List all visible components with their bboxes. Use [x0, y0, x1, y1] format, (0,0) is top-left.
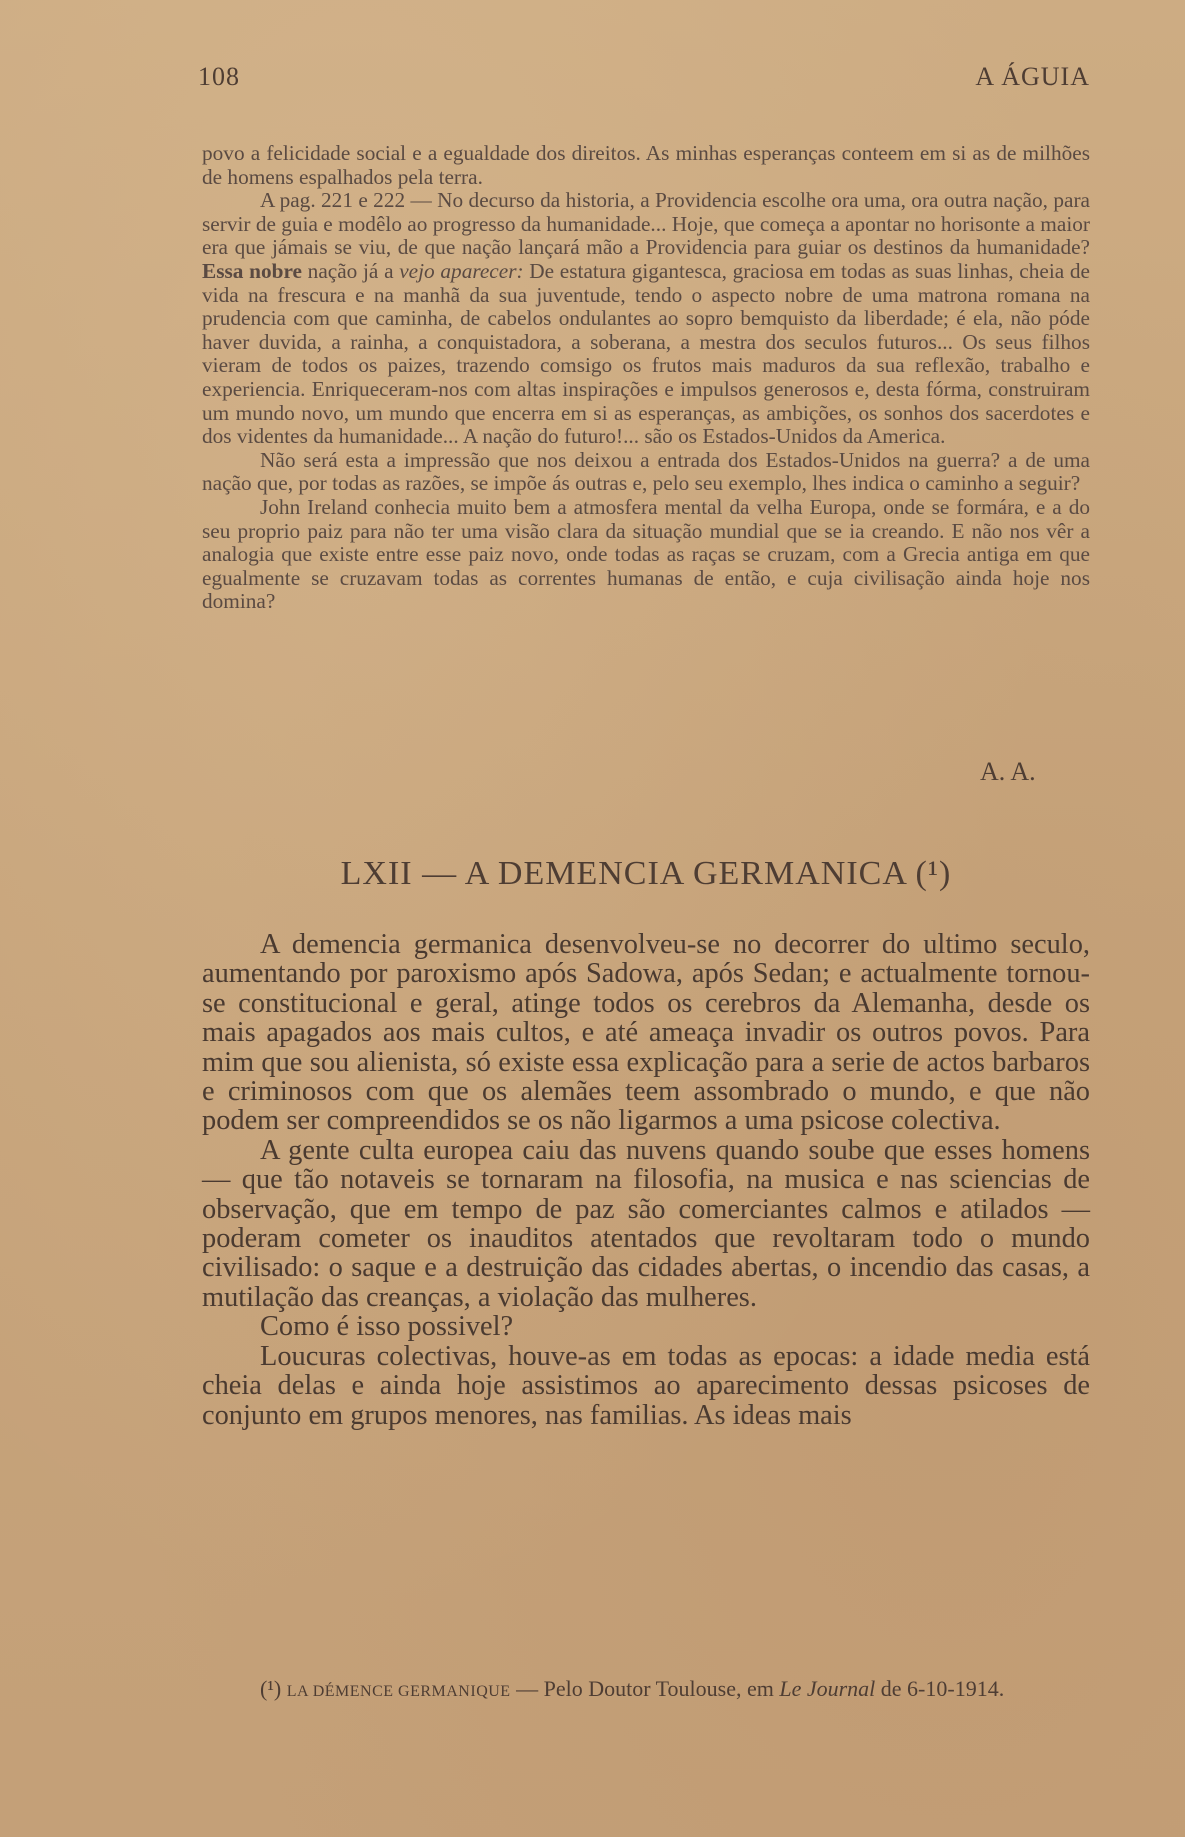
text-run: A pag. 221 e 222 — No decurso da historia, a Providencia escolhe ora uma, ora outra nação, para servir de guia e modêlo ao progresso da humanidade... Hoje, que começa a apontar no horisonte a maior era que jámais se viu, de que nação lançará mão a Providencia para guiar os destinos da humanidade? — [202, 188, 1090, 260]
text-run: de 6-10-1914. — [875, 1676, 1005, 1701]
footnote-marker: (¹) — [260, 1676, 282, 1701]
italic-text: vejo aparecer: — [399, 258, 524, 283]
paragraph: John Ireland conhecia muito bem a atmosfera mental da velha Europa, onde se formára, e a do seu proprio paiz para não ter uma visão clara da situação mundial que se ia creando. E não nos vêr a analogia que existe entre esse paiz novo, onde todas as raças se cruzam, com a Grecia antiga em que egualmente se cruzavam todas as correntes humanas de então, e cuja civilisação ainda hoje nos domina? — [202, 494, 1090, 614]
bold-text: Essa nobre — [202, 258, 302, 283]
author-signature: A. A. — [980, 757, 1036, 786]
paragraph: A demencia germanica desenvolveu-se no decorrer do ultimo seculo, aumentando por paroxismo após Sadowa, após Sedan; e actualmente tornou-se constitucional e geral, atinge todos os cerebros da Alemanha, desde os mais apagados aos mais cultos, e até ameaça invadir os outros povos. Para mim que sou alienista, só existe essa explicação para a serie de actos barbaros e criminosos com que os alemães teem assombrado o mundo, e que não podem ser compreendidos se os não ligarmos a uma psicose colectiva. — [202, 929, 1090, 1137]
running-head — [198, 62, 1090, 92]
chapter-body — [202, 930, 1090, 1430]
paragraph: Como é isso possivel? — [260, 1311, 514, 1343]
text-run: nação já a — [301, 258, 400, 283]
paragraph: Loucuras colectivas, houve-as em todas as epocas: a idade media está cheia delas e ainda hoje assistimos ao aparecimento dessas psicoses de conjunto em grupos menores, nas familias. As ideas mais — [202, 1340, 1090, 1431]
chapter-title: LXII — A DEMENCIA GERMANICA (¹) — [340, 855, 952, 892]
footnote — [202, 1676, 1090, 1704]
previous-article-text — [202, 142, 1090, 614]
journal-title: A ÁGUIA — [975, 62, 1090, 91]
paragraph — [202, 189, 1090, 449]
publication-name: Le Journal — [779, 1676, 876, 1701]
page-number: 108 — [198, 62, 240, 91]
paragraph: A gente culta europea caiu das nuvens quando soube que esses homens — que tão notaveis se tornaram na filosofia, na musica e nas sciencias de observação, que em tempo de paz são comerciantes calmos e atilados — poderam cometer os inauditos atentados que revoltaram todo o mundo civilisado: o saque e a destruição das cidades abertas, o incendio das casas, a mutilação das creanças, a violação das mulheres. — [202, 1134, 1090, 1313]
paragraph: povo a felicidade social e a egualdade dos direitos. As minhas esperanças conteem em si as de milhões de homens espalhados pela terra. — [202, 141, 1090, 189]
footnote-source-title: LA DÉMENCE GERMANIQUE — [286, 1683, 511, 1700]
footnote-text — [202, 1676, 1090, 1704]
text-run: — Pelo Doutor Toulouse, em — [510, 1676, 780, 1701]
paragraph: Não será esta a impressão que nos deixou a entrada dos Estados-Unidos na guerra? a de uma nação que, por todas as razões, se impõe ás outras e, pelo seu exemplo, lhes indica o caminho a seguir? — [202, 447, 1090, 496]
text-run: De estatura gigantesca, graciosa em todas as suas linhas, cheia de vida na frescura e na manhã da sua juventude, tendo o aspecto nobre de uma matrona romana na prudencia com que caminha, de cabelos ondulantes ao sopro bemquisto da liberdade; é ela, não póde haver duvida, a rainha, a conquistadora, a soberana, a mestra dos seculos futuros... Os seus filhos vieram de todos os paizes, trazendo comsigo os frutos mais maduros da sua reflexão, trabalho e experiencia. Enriqueceram-nos com altas inspirações e impulsos generosos e, desta fórma, construiram um mundo novo, um mundo que encerra em si as esperanças, as ambições, os sonhos dos sacerdotes e dos videntes da humanidade... A nação do futuro!... são os Estados-Unidos da America. — [202, 258, 1090, 449]
